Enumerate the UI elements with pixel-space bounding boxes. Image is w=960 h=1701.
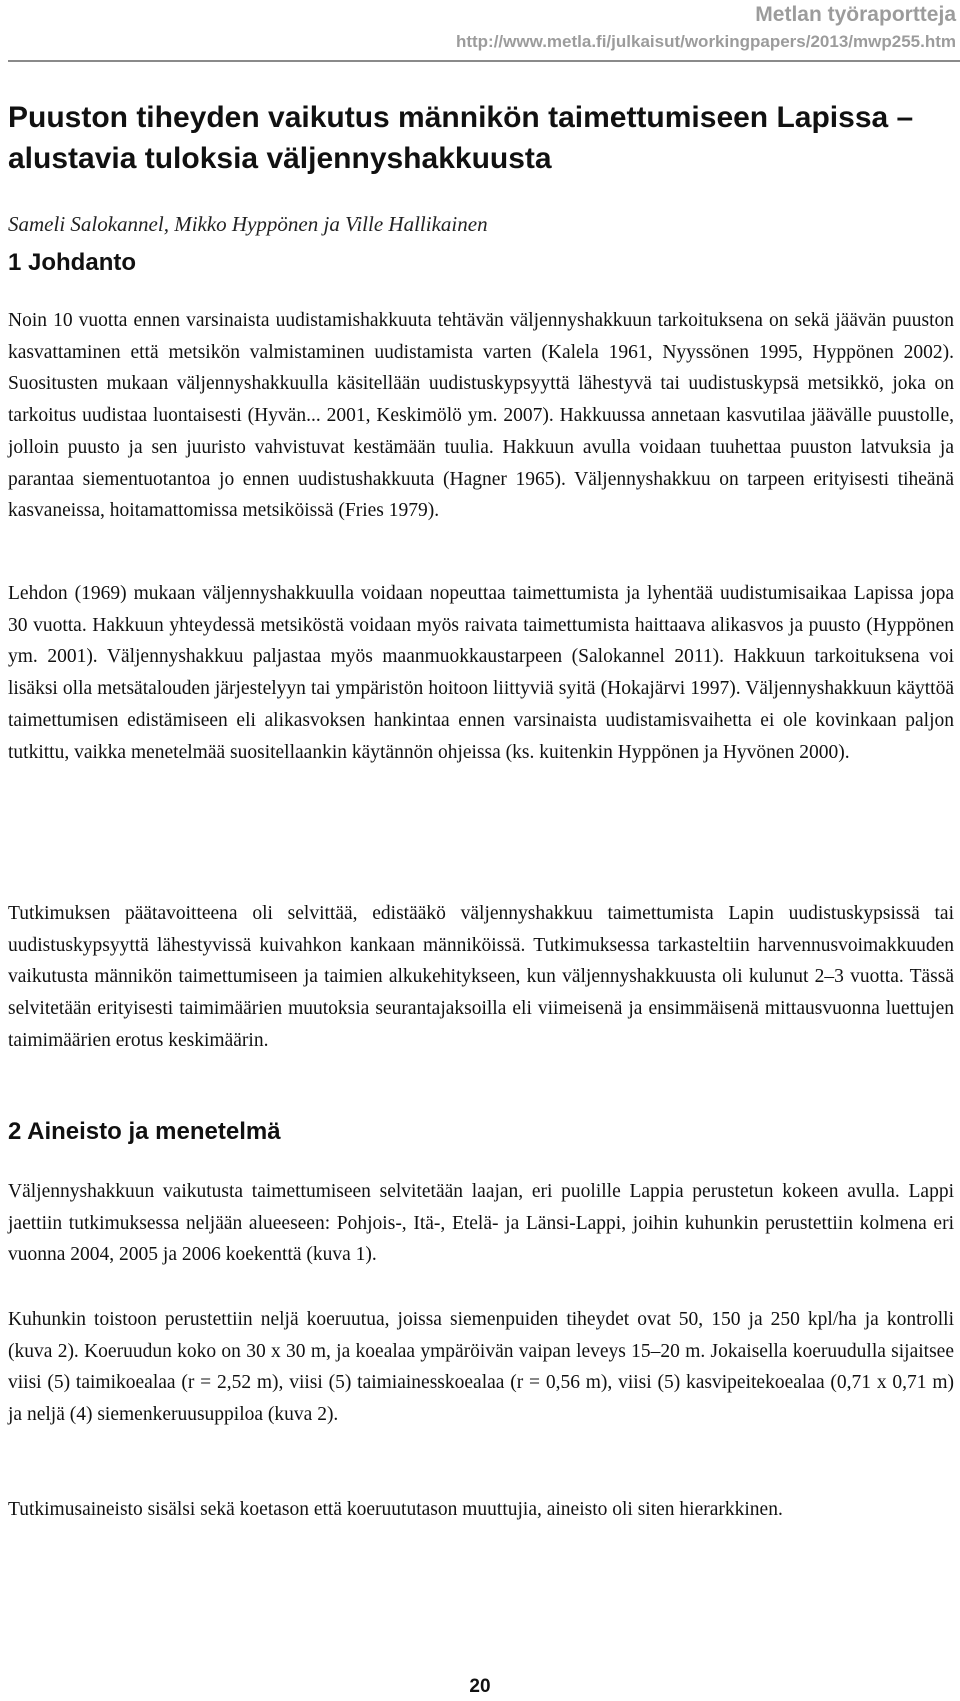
paragraph: Tutkimusaineisto sisälsi sekä koetason että koeruututason muuttujia, aineisto oli siten hierarkkinen.: [8, 1499, 783, 1520]
paragraph: Kuhunkin toistoon perustettiin neljä koeruutua, joissa siemenpuiden tiheydet ovat 50, 150 ja 250 kpl/ha ja kontrolli (kuva 2). Koeruudun koko on 30 x 30 m, ja koealaa ympäröivän vaipan leveys 15–20 m. Jokaisella koeruudulla sijaitsee viisi (5) taimikoealaa (r = 2,52 m), viisi (5) taimiainesskoealaa (r = 0,56 m), viisi (5) kasvipeitekoealaa (0,71 x 0,71 m) ja neljä (4) siemenkeruusuppiloa (kuva 2).: [8, 1309, 954, 1426]
paragraph: Lehdon (1969) mukaan väljennyshakkuulla voidaan nopeuttaa taimettumista ja lyhentää uudistumisaikaa Lapissa jopa 30 vuotta. Hakkuun yhteydessä metsiköstä voidaan myös raivata taimettumista haittaava alikasvos ja puusto (Hyppönen ym. 2001). Väljennyshakkuu paljastaa myös maanmuokkaustarpeen (Salokannel 2011). Hakkuun tarkoituksena voi lisäksi olla metsätalouden järjestelyyn tai ympäristön hoitoon liittyviä syitä (Hokajärvi 1997). Väljennyshakkuun käyttöä taimettumisen edistämiseen eli alikasvoksen hankintaa ennen varsinaista uudistamisvaihetta ei ole kovinkaan paljon tutkittu, vaikka menetelmää suositellaankin käytännön ohjeissa (ks. kuitenkin Hyppönen ja Hyvönen 2000).: [8, 583, 954, 763]
article-title: Puuston tiheyden vaikutus männikön taimettumiseen Lapissa – alustavia tuloksia väljennyshakkuusta: [8, 101, 914, 175]
page-number: 20: [469, 1676, 491, 1697]
publication-url[interactable]: http://www.metla.fi/julkaisut/workingpapers/2013/mwp255.htm: [455, 32, 956, 51]
section-heading-johdanto: 1 Johdanto: [8, 249, 137, 276]
header-divider: [8, 60, 960, 62]
article-authors: Sameli Salokannel, Mikko Hyppönen ja Ville Hallikainen: [8, 212, 488, 236]
paragraph: Tutkimuksen päätavoitteena oli selvittää, edistääkö väljennyshakkuu taimettumista Lapin uudistuskypsissä tai uudistuskypsyyttä lähestyvissä kuivahkon kankaan männiköissä. Tutkimuksessa tarkasteltiin harvennusvoimakkuuden vaikutusta männikön taimettumiseen ja taimien alkukehitykseen, kun väljennyshakkuusta oli kulunut 2–3 vuotta. Tässä selvitetään erityisesti taimimäärien muutoksia seurantajaksoilla eli viimeisenä ja ensimmäisenä mittausvuonna luettujen taimimäärien erotus keskimäärin.: [8, 903, 954, 1051]
section-heading-aineisto: 2 Aineisto ja menetelmä: [8, 1118, 281, 1145]
series-title: Metlan työraportteja: [755, 3, 956, 26]
paragraph: Väljennyshakkuun vaikutusta taimettumiseen selvitetään laajan, eri puolille Lappia perustetun kokeen avulla. Lappi jaettiin tutkimuksessa neljään alueeseen: Pohjois-, Itä-, Etelä- ja Länsi-Lappi, joihin kuhunkin perustettiin kolmena eri vuonna 2004, 2005 ja 2006 koekenttä (kuva 1).: [8, 1181, 954, 1266]
paragraph: Noin 10 vuotta ennen varsinaista uudistamishakkuuta tehtävän väljennyshakkuun tarkoituksena on sekä jäävän puuston kasvattaminen että metsikön valmistaminen uudistamista varten (Kalela 1961, Nyyssönen 1995, Hyppönen 2002). Suositusten mukaan väljennyshakkuulla käsitellään uudistuskypsyyttä lähestyvä tai uudistuskypsä metsikkö, joka on tarkoitus uudistaa luontaisesti (Hyvän... 2001, Keskimölö ym. 2007). Hakkuussa annetaan kasvutilaa jäävälle puustolle, jolloin puusto ja sen juuristo vahvistuvat kestämään tuulia. Hakkuun avulla voidaan tuuhettaa puuston latvuksia ja parantaa siementuotantoa jo ennen uudistushakkuuta (Hagner 1965). Väljennyshakkuu on tarpeen erityisesti tiheänä kasvaneissa, hoitamattomissa metsiköissä (Fries 1979).: [8, 310, 954, 522]
